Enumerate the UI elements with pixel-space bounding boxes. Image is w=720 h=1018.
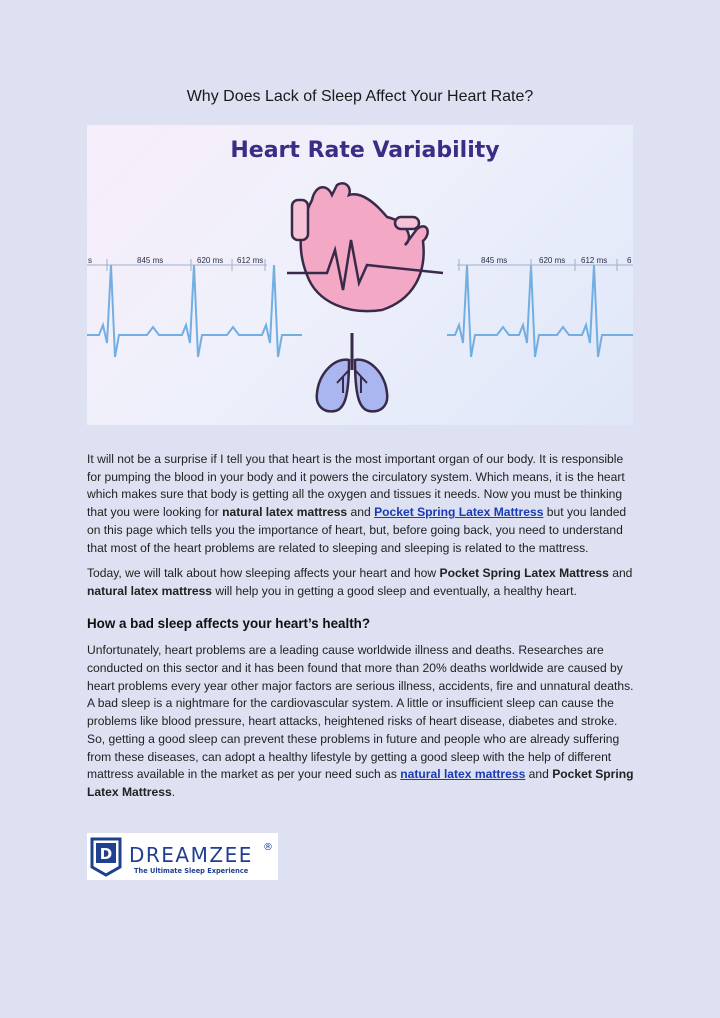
logo-name: DREAMZEE bbox=[129, 843, 253, 867]
bold-text: natural latex mattress bbox=[87, 583, 213, 598]
text: will help you in getting a good sleep and eventually, a healthy heart. bbox=[212, 583, 577, 598]
interval-label: 612 ms bbox=[237, 256, 264, 265]
text: and bbox=[525, 767, 553, 782]
interval-label: 620 ms bbox=[539, 256, 566, 265]
text: and bbox=[347, 505, 375, 520]
logo-letter: D bbox=[99, 845, 113, 863]
text: Today, we will talk about how sleeping affects your heart and how bbox=[87, 566, 440, 581]
interval-label: 845 ms bbox=[137, 256, 164, 265]
interval-label: 845 ms bbox=[481, 256, 508, 265]
interval-label: s bbox=[88, 256, 92, 265]
bold-text: natural latex mattress bbox=[222, 505, 348, 520]
paragraph bbox=[87, 451, 635, 557]
interval-label: 612 ms bbox=[581, 256, 608, 265]
text: and bbox=[608, 566, 633, 581]
pocket-spring-latex-mattress-link[interactable]: Pocket Spring Latex Mattress bbox=[374, 505, 544, 520]
bold-text: Pocket Spring Latex Mattress bbox=[87, 767, 634, 799]
paragraph bbox=[87, 565, 635, 600]
page-title: Why Does Lack of Sleep Affect Your Heart Rate? bbox=[186, 88, 534, 105]
interval-label: 620 ms bbox=[197, 256, 224, 265]
article-body bbox=[87, 451, 635, 810]
dreamzee-logo bbox=[87, 833, 278, 880]
hero-image bbox=[87, 125, 633, 425]
ecg-trace-right bbox=[447, 256, 633, 357]
text: Unfortunately, heart problems are a leading cause worldwide illness and deaths. Researches are conducted on this sector and it has been found that more than 20% deaths worldwide are caused by heart problems every year other major factors are serious illness, accidents, fire and unnatural deaths. A bad sleep is a nightmare for the cardiovascular system. A little or insufficient sleep can cause the problems like blood pressure, heart attacks, heightened risks of heart disease, diabetes and stroke. So, getting a good sleep can prevent these problems in future and people who are already suffering from these diseases, can adopt a healthy lifestyle by getting a good sleep with the help of different mattress available in the market as per your need such as bbox=[87, 643, 634, 782]
logo-tagline: The Ultimate Sleep Experience bbox=[134, 867, 249, 875]
logo-registered: ® bbox=[263, 842, 273, 853]
section-heading: How a bad sleep affects your heart’s health? bbox=[87, 615, 371, 631]
hero-heading: Heart Rate Variability bbox=[230, 138, 500, 163]
natural-latex-mattress-link[interactable]: natural latex mattress bbox=[400, 767, 526, 782]
interval-label: 6 bbox=[627, 256, 632, 265]
text: but you landed on this page which tells you the importance of heart, but, before going back, you need to understand that most of the heart problems are related to sleeping and sleeping is related to the mattress. bbox=[87, 505, 627, 555]
paragraph bbox=[87, 642, 635, 801]
text: . bbox=[171, 784, 176, 799]
lungs-icon bbox=[317, 333, 388, 411]
ecg-trace-left bbox=[87, 256, 302, 357]
bold-text: Pocket Spring Latex Mattress bbox=[439, 566, 609, 581]
heart-icon bbox=[287, 183, 443, 311]
text: It will not be a surprise if I tell you that heart is the most important organ of our body. It is responsible for pumping the blood in your body and it powers the circulatory system. Which means, it is the heart which makes sure that body is getting all the oxygen and tissues it needs. Now you must be thinking that you were looking for bbox=[87, 452, 625, 520]
